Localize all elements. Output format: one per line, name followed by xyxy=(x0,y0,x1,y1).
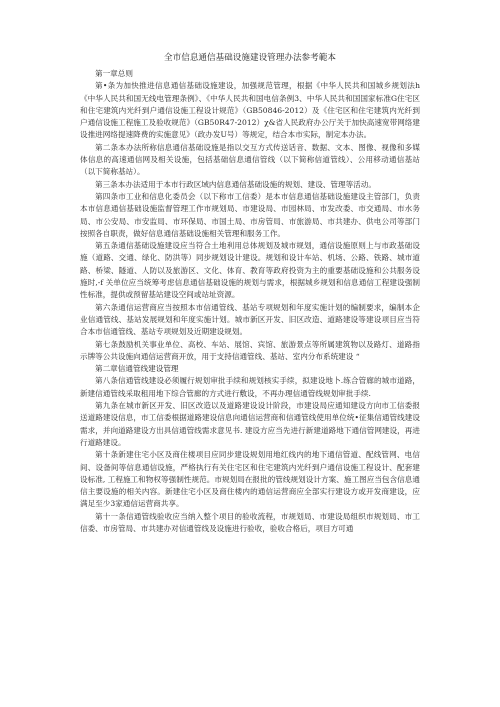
article-7: 第七条鼓励机关事业单位、高校、车站、展馆、宾馆、旅游景点等所属建筑物以及路灯、道路指示牌等公共设施向通信运营商开放，用于支持信通管线、基站、室内分布系统建设 “ xyxy=(80,339,420,361)
article-8: 第八条信通管线建设必须履行规划审批手续和规划核实手续，拟建设地卜.练合管廊的城市道路，新建信通管线采取租用地下综合管廊的方式进行敷设，不再办理信通管线规划审批手续. xyxy=(80,376,420,398)
document-title: 全市信息通信基础设施建设管理办法参考範本 xyxy=(164,53,336,63)
article-5: 第五条通信基础设施建设应当符合土地利用总体规划及城市规划，通信设施原则上与市政基础设施（道路、交通、绿化、防洪等）同步规划设计建设。规划和设计车站、机场、公路、铁路、城市道路、桥梁、隧道、人防以及旅游区、文化、体育、教育等政府投资为主的重要基础设施和公共服务设施时,-f 关单位应当统筹考虑信息通信基础设施的规划与需求，根据城乡规划和信息通信工程建设强制性标准，提供或预留基站建设空间或站址资源。 xyxy=(80,241,420,300)
article-6: 第六条通信运营商应当按照本市信通管线、基站专项规划和年度实施计划的编制要求，编制本企业信通管线、基站发展规划和年度实施计划。城市新区开发、旧区改造、道路建设等建设项目应当符合本市信通管线、基站专项规划及近期建设规划。 xyxy=(80,302,420,337)
article-3: 第三条本办法适用于本市行政区域内信息通信基础设施的规划、建设、管理等活动。 xyxy=(95,179,376,189)
article-11: 第十一条信通管线验收应当纳入整个项目的验收流程，市规划局、市建设局组织市规划局、市工信委、市房管局、市共建办对信通管线及设施进行验收，验收合格后，项目方可通 xyxy=(80,511,420,533)
article-4: 第四条市工业和信息化委员会（以下称市工信委）是本市信息通信基础设施建设主管部门，负责本市信息通信基础设施监督管理工作市规划局、市建设局、市园林局、市发改委、市交通局、市水务局、市公安局、市安监局、市环保局、市国土局、市房管局、市旅游局、市共建办、供电公司等部门按照各自职责，做好信息通信基础设施相关管理和服务工作。 xyxy=(80,191,420,238)
document-page xyxy=(80,52,420,535)
article-9: 第九条在城市新区开发、旧区改造以及道路建设设计阶段，市建设局应通知建设方向市工信委报送道路建设信息，市工信委根据道路建设信息向通信运营商和信通管线使用单位统•征集信通管线建设需求，并向道路建设方出具信通管线需求意见书. 建设方应当先进行新建道路地下通信管网建设，再进行道路建设。 xyxy=(80,401,420,447)
chapter-heading-2: 第二章信通管线建设管理 xyxy=(95,364,179,374)
article-1: 第•条为加快推进信息通信基础设施建设，加强规范管理，根据《中华人民共和国城乡规划法h《中华人民共和国无线电管理条例》、《中华人民共和国电信条例3、中华人民共和国国家标准G住宅区和住宅建筑内光纤到户通信设施工程设计规范》（GB50846-2012）及《住宅区和住宅建筑内光纤到户通信设施工程施工及验收规范》（GB50R47-2012）χ&省人民政府办公厅关于加快高速宽带网络建设推进网络提速降费的实施意见》（政办发U号）等规定，结合本市实际，制定本办法。 xyxy=(80,81,420,140)
chapter-heading-1: 第一章总则 xyxy=(95,69,133,78)
article-2: 第二条本办法所称信息通信基础设施是指以交互方式传送话音、数据、文本、图像、视像和多媒体信息的高速通信网及相关设施，包括基础信息通信管线（以下简称信道管线）、公用移动通信基站（以下简称基站）。 xyxy=(80,142,420,177)
article-10: 第十条新建住宅小区及商住楼项目应同步建设规划用地红线内的地下通信管道、配线管网、电信间、设备间等信息通信设施，严格执行有关住宅区和住宅建筑内光纤到户通信设施工程设计、配套建设标准, 工程施工和物权等强制性规范。市规划局在报批的管线规划设计方案、施工图应当包含信息通信主要设施的相关内容。新建住宅小区及商住楼内的通信运营商应全部实行建设方或开发商建设，应满足至少3家通信运营商共享。 xyxy=(80,450,420,509)
